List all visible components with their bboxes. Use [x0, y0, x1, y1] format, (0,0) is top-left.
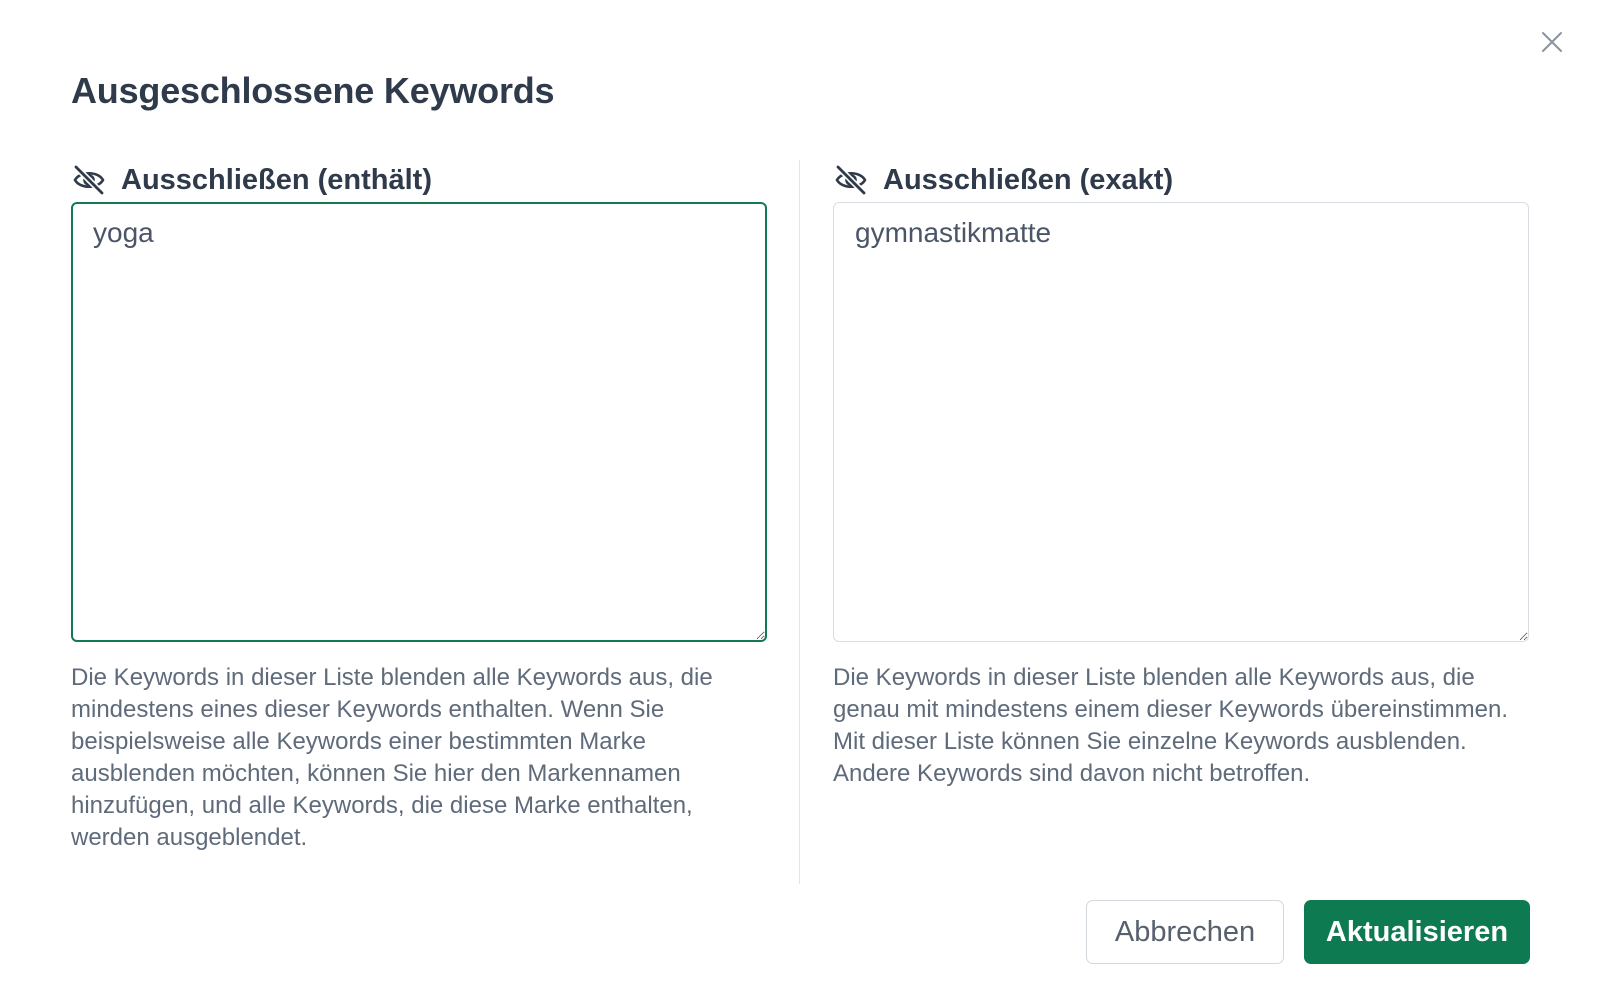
- dialog-footer: [1086, 900, 1530, 964]
- exact-label: Ausschließen (exakt): [883, 163, 1174, 196]
- contains-label: Ausschließen (enthält): [121, 163, 432, 196]
- exact-keywords-textarea[interactable]: [833, 202, 1529, 642]
- exact-header: [833, 160, 1529, 200]
- column-divider: [799, 160, 800, 884]
- exact-section: [833, 160, 1529, 790]
- cancel-button[interactable]: Abbrechen: [1086, 900, 1284, 964]
- eye-slash-icon: [71, 163, 107, 197]
- close-button[interactable]: [1536, 26, 1568, 58]
- contains-header: [71, 160, 767, 200]
- contains-help-text: Die Keywords in dieser Liste blenden alle Keywords aus, die mindestens eines dieser Keywords enthalten. Wenn Sie beispielsweise alle Keywords einer bestimmten Marke ausblenden möchten, können Sie hier den Markennamen hinzufügen, und alle Keywords, die diese Marke enthalten, werden ausgeblendet.: [71, 664, 713, 851]
- contains-keywords-textarea[interactable]: [71, 202, 767, 642]
- contains-section: [71, 160, 767, 854]
- exact-help-text: Die Keywords in dieser Liste blenden alle Keywords aus, die genau mit mindestens einem dieser Keywords übereinstimmen. Mit dieser Liste können Sie einzelne Keywords ausblenden. Andere Keywords sind davon nicht betroffen.: [833, 664, 1508, 787]
- update-button[interactable]: Aktualisieren: [1304, 900, 1530, 964]
- dialog-title: Ausgeschlossene Keywords: [71, 70, 555, 111]
- close-icon: [1541, 31, 1563, 53]
- eye-slash-icon: [833, 163, 869, 197]
